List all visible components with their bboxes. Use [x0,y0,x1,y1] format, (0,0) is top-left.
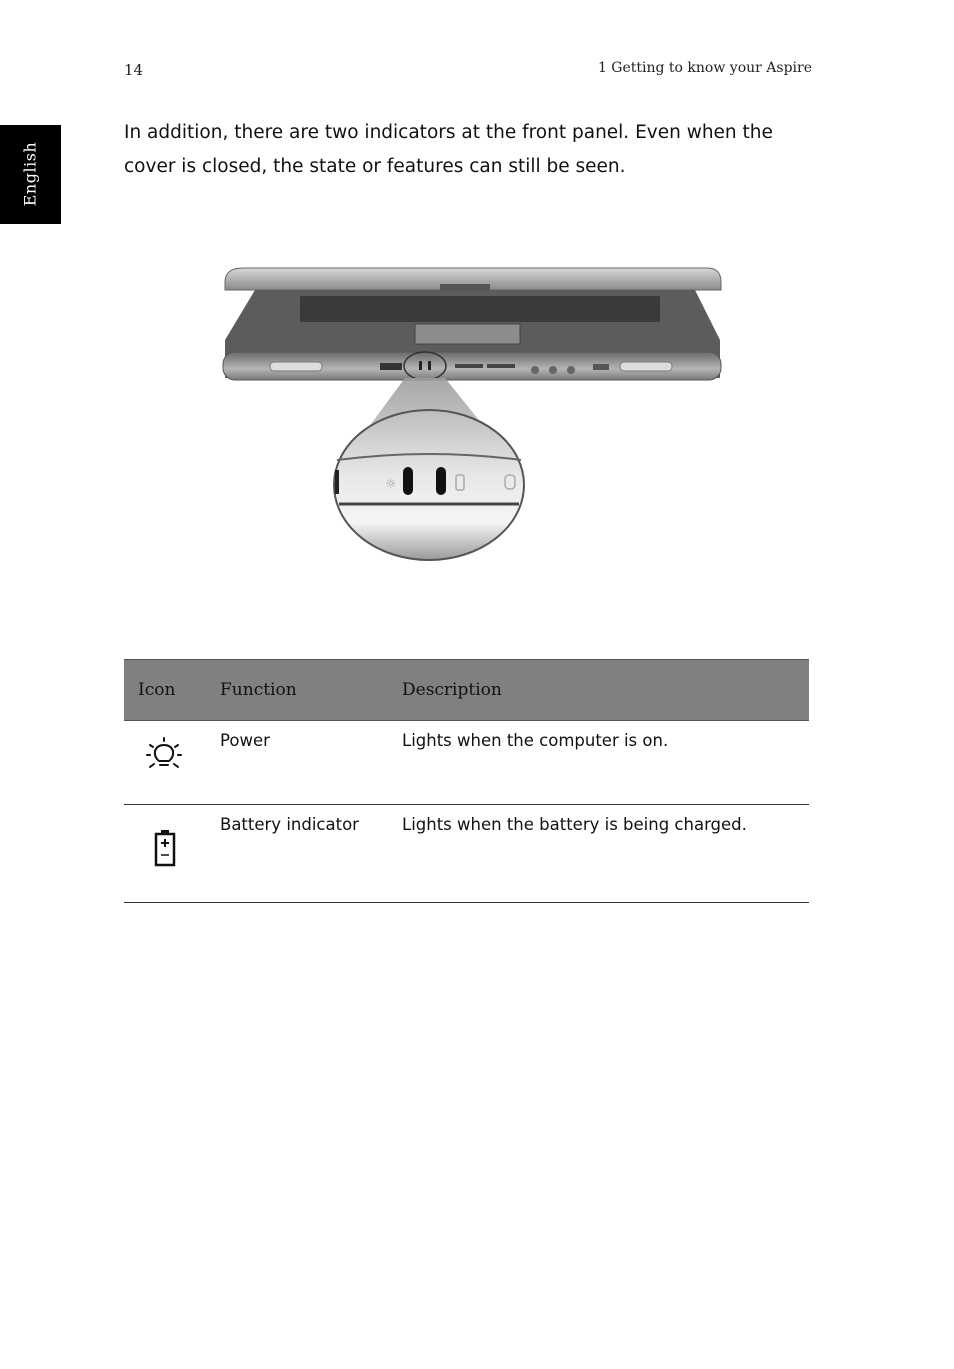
description-cell: Lights when the computer is on. [402,721,809,805]
table-header-row [124,660,809,721]
col-header-function: Function [220,660,402,721]
running-header: 1 Getting to know your Aspire [597,60,812,76]
notebook-front-figure [215,260,735,574]
icon-cell [124,805,220,903]
language-tab-label: English [20,141,40,207]
svg-text:☼: ☼ [385,477,397,492]
notebook-illustration [215,260,735,570]
function-cell: Power [220,721,402,805]
language-tab [0,125,61,224]
power-icon [146,737,220,777]
col-header-icon: Icon [124,660,220,721]
battery-icon [154,829,220,871]
page-number: 14 [124,61,144,79]
function-cell: Battery indicator [220,805,402,903]
table-row [124,805,809,903]
indicator-table [124,659,809,903]
description-cell: Lights when the battery is being charged. [402,805,809,903]
icon-cell [124,721,220,805]
table-row [124,721,809,805]
col-header-description: Description [402,660,809,721]
intro-paragraph: In addition, there are two indicators at the front panel. Even when the cover is closed, the state or features can still be seen. [124,122,773,177]
